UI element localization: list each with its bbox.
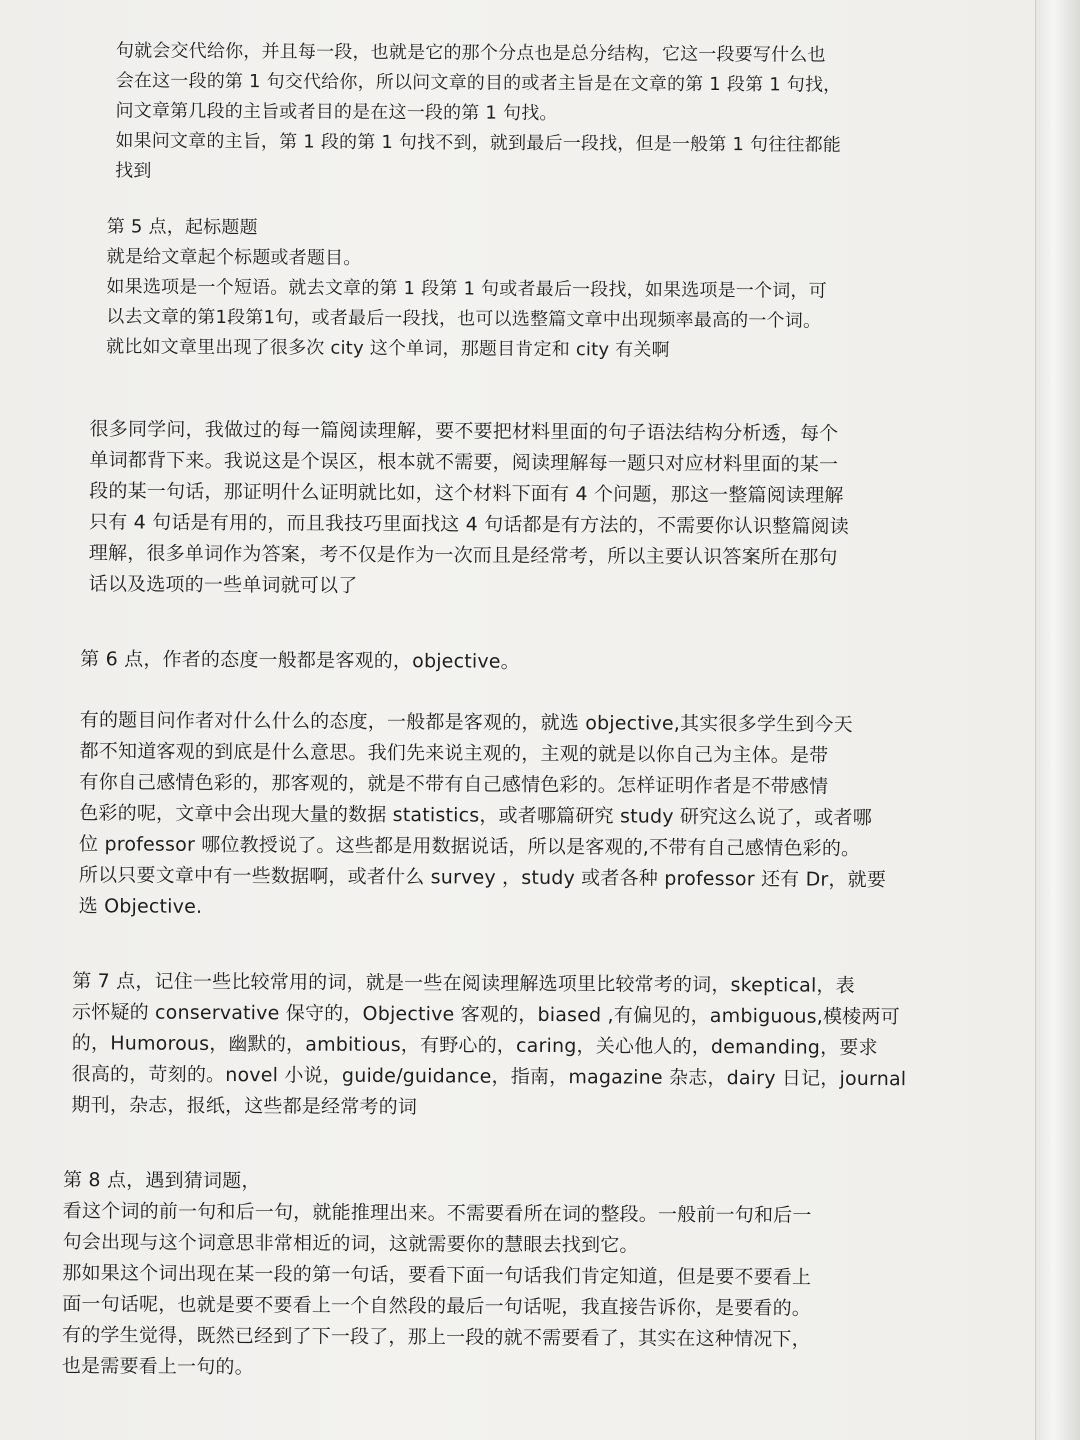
text-line: 期刊，杂志，报纸，这些都是经常考的词 bbox=[71, 1094, 418, 1119]
text-line: 所以只要文章中有一些数据啊，或者什么 survey ，study 或者各种 professor 还有 Dr，就要 bbox=[78, 864, 887, 892]
text-line: 很多同学问，我做过的每一篇阅读理解，要不要把材料里面的句子语法结构分析透，每个 bbox=[89, 418, 839, 445]
section-heading: 第 8 点，遇到猜词题， bbox=[62, 1169, 261, 1193]
section-heading: 第 5 点，起标题题 bbox=[106, 216, 258, 239]
document-page bbox=[54, 36, 962, 1387]
text-line: 如果选项是一个短语。就去文章的第 1 段第 1 句或者最后一段找，如果选项是一个词，可 bbox=[106, 276, 827, 302]
text-line: 有的题目问作者对什么什么的态度，一般都是客观的，就选 objective,其实很多学生到今天 bbox=[79, 709, 853, 736]
text-line: 如果问文章的主旨，第 1 段的第 1 句找不到，就到最后一段找，但是一般第 1 句往往都能 bbox=[115, 130, 842, 156]
text-line: 以去文章的第1段第1句，或者最后一段找，也可以选整篇文章中出现频率最高的一个词。 bbox=[106, 306, 822, 332]
text-line: 位 professor 哪位教授说了。这些都是用数据说话，所以是客观的,不带有自己感情色彩的。 bbox=[78, 833, 861, 860]
text-line: 示怀疑的 conservative 保守的，Objective 客观的，biased ,有偏见的，ambiguous,模棱两可 bbox=[71, 1001, 900, 1029]
text-line: 单词都背下来。我说这是个误区，根本就不需要，阅读理解每一题只对应材料里面的某一 bbox=[89, 449, 839, 476]
text-line: 找到 bbox=[115, 160, 152, 182]
section-heading: 第 6 点，作者的态度一般都是客观的，objective。 bbox=[80, 648, 520, 673]
page-edge bbox=[1035, 0, 1080, 1440]
text-line: 的，Humorous，幽默的，ambitious，有野心的，caring，关心他人的，demanding，要求 bbox=[71, 1032, 878, 1060]
point5-section bbox=[106, 212, 961, 367]
text-line: 都不知道客观的到底是什么意思。我们先来说主观的，主观的就是以你自己为主体。是带 bbox=[79, 740, 829, 767]
text-line: 段的某一句话，那证明什么证明就比如，这个材料下面有 4 个问题，那这一整篇阅读理解 bbox=[89, 480, 844, 507]
text-line: 色彩的呢，文章中会出现大量的数据 statistics，或者哪篇研究 study 研究这么说了，或者哪 bbox=[79, 802, 873, 829]
text-line: 有你自己感情色彩的，那客观的，就是不带有自己感情色彩的。怎样证明作者是不带感情 bbox=[79, 771, 829, 798]
text-line: 只有 4 句话是有用的，而且我技巧里面找这 4 句话都是有方法的，不需要你认识整篇阅读 bbox=[88, 511, 850, 538]
point6-section bbox=[79, 644, 959, 927]
text-line: 会在这一段的第 1 句交代给你，所以问文章的目的或者主旨是在文章的第 1 段第 1 句找， bbox=[115, 70, 842, 96]
text-line: 句会出现与这个词意思非常相近的词，这就需要你的慧眼去找到它。 bbox=[62, 1231, 639, 1257]
intro-section bbox=[115, 36, 962, 191]
text-line: 就比如文章里出现了很多次 city 这个单词，那题目肯定和 city 有关啊 bbox=[106, 336, 670, 361]
point7-section bbox=[71, 966, 956, 1126]
text-line: 看这个词的前一句和后一句，就能推理出来。不需要看所在词的整段。一般前一句和后一 bbox=[62, 1200, 812, 1227]
text-line: 就是给文章起个标题或者题目。 bbox=[106, 246, 362, 269]
text-line: 有的学生觉得，既然已经到了下一段了，那上一段的就不需要看了，其实在这种情况下， bbox=[61, 1324, 811, 1351]
text-line: 问文章第几段的主旨或者目的是在这一段的第 1 句找。 bbox=[115, 100, 558, 125]
questions-section bbox=[89, 414, 960, 605]
text-line: 选 Objective. bbox=[78, 895, 203, 918]
text-line: 句就会交代给你，并且每一段，也就是它的那个分点也是总分结构，它这一段要写什么也 bbox=[115, 40, 826, 66]
text-line: 理解，很多单词作为答案，考不仅是作为一次而且是经常考，所以主要认识答案所在那句 bbox=[88, 542, 838, 569]
text-line: 也是需要看上一句的。 bbox=[61, 1355, 254, 1379]
text-line: 很高的，苛刻的。novel 小说，guide/guidance，指南，magazine 杂志，dairy 日记，journal bbox=[71, 1063, 907, 1091]
section-heading: 第 7 点，记住一些比较常用的词，就是一些在阅读理解选项里比较常考的词，skeptical，表 bbox=[72, 970, 855, 997]
text-line: 面一句话呢，也就是要不要看上一个自然段的最后一句话呢，我直接告诉你，是要看的。 bbox=[62, 1293, 812, 1320]
point8-section bbox=[62, 1165, 955, 1387]
text-line: 那如果这个词出现在某一段的第一句话，要看下面一句话我们肯定知道，但是要不要看上 bbox=[62, 1262, 812, 1289]
text-line: 话以及选项的一些单词就可以了 bbox=[88, 573, 358, 597]
